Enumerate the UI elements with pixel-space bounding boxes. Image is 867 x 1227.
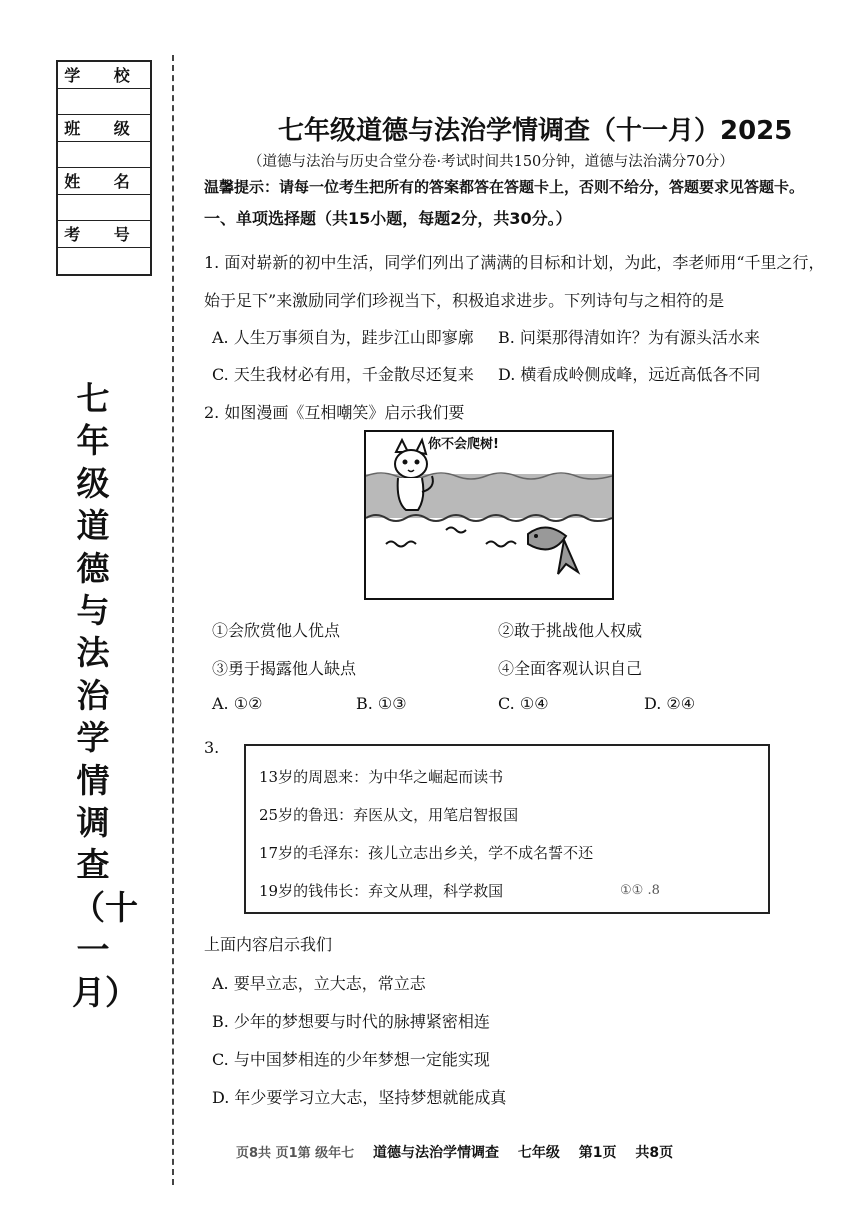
q3-option-c: C. 与中国梦相连的少年梦想一定能实现 <box>212 1050 490 1069</box>
q3-option-d: D. 年少要学习立大志，坚持梦想就能成真 <box>212 1088 507 1107</box>
footer-page: 第1页 <box>578 1145 617 1161</box>
q2-item-2: ②敢于挑战他人权威 <box>498 621 643 640</box>
quote-mao-zedong: 17岁的毛泽东：孩儿立志出乡关，学不成名誓不还 <box>259 844 594 862</box>
q2-option-d: D. ②④ <box>644 694 696 713</box>
q2-stem: 2. 如图漫画《互相嘲笑》启示我们要 <box>204 403 465 422</box>
page-subtitle: （道德与法治与历史合堂分卷·考试时间共150分钟，道德与法治满分70分） <box>248 154 734 170</box>
warm-hint: 温馨提示：请每一位考生把所有的答案都答在答题卡上，否则不给分，答题要求见答题卡。 <box>204 178 805 196</box>
class-label: 班 级 <box>58 115 150 142</box>
q3-number: 3. <box>204 738 220 757</box>
q1-option-d: D. 横看成岭侧成峰，远近高低各不同 <box>498 365 761 384</box>
exam-number-label: 考 号 <box>58 221 150 248</box>
cartoon-caption: 你不会爬树! <box>428 437 499 452</box>
q2-item-1: ①会欣赏他人优点 <box>212 621 341 640</box>
exam-number-field <box>58 248 150 275</box>
class-field <box>58 142 150 169</box>
q2-option-b: B. ①③ <box>356 694 407 713</box>
q1-option-c: C. 天生我材必有用，千金散尽还复来 <box>212 365 474 384</box>
school-field <box>58 89 150 116</box>
q1-option-b: B. 问渠那得清如许？为有源头活水来 <box>498 328 760 347</box>
fish-icon <box>528 527 578 574</box>
q3-option-a: A. 要早立志，立大志，常立志 <box>212 974 426 993</box>
stray-bleed-marks: ①① .8 <box>620 883 660 898</box>
page-title: 七年级道德与法治学情调查（十一月）2025 <box>278 116 793 146</box>
name-label: 姓 名 <box>58 168 150 195</box>
quote-qian-weichang: 19岁的钱伟长：弃文从理，科学救国 <box>259 882 504 900</box>
q2-option-c: C. ①④ <box>498 694 549 713</box>
section-heading: 一、单项选择题（共15小题，每题2分，共30分。） <box>204 209 572 228</box>
student-info-table <box>56 60 152 276</box>
binding-line <box>172 55 174 1185</box>
q3-option-b: B. 少年的梦想要与时代的脉搏紧密相连 <box>212 1012 490 1031</box>
footer-grade: 七年级 <box>517 1145 560 1161</box>
footer-total: 共8页 <box>635 1145 674 1161</box>
page-footer <box>236 1142 687 1162</box>
q3-quote-box <box>244 744 770 914</box>
cat-and-fish-cartoon <box>366 432 612 598</box>
quote-zhou-enlai: 13岁的周恩来：为中华之崛起而读书 <box>259 768 504 786</box>
footer-bleed-text: 页8共 页1第 级年七 <box>236 1146 355 1161</box>
cartoon-image <box>364 430 614 600</box>
name-field <box>58 195 150 222</box>
q1-stem-line1: 1. 面对崭新的初中生活，同学们列出了满满的目标和计划，为此，李老师用“千里之行， <box>204 253 825 272</box>
q2-item-3: ③勇于揭露他人缺点 <box>212 659 357 678</box>
q1-option-a: A. 人生万事须自为，跬步江山即寥廓 <box>212 328 474 347</box>
side-vertical-title: 七年级道德与法治学情调查（十一月） <box>72 379 138 1012</box>
q3-stem: 上面内容启示我们 <box>204 935 333 954</box>
q1-stem-line2: 始于足下”来激励同学们珍视当下，积极追求进步。下列诗句与之相符的是 <box>204 291 725 310</box>
school-label: 学 校 <box>58 62 150 89</box>
footer-subject: 道德与法治学情调查 <box>373 1145 500 1161</box>
quote-lu-xun: 25岁的鲁迅：弃医从文，用笔启智报国 <box>259 806 519 824</box>
q2-item-4: ④全面客观认识自己 <box>498 659 643 678</box>
q2-option-a: A. ①② <box>212 694 263 713</box>
